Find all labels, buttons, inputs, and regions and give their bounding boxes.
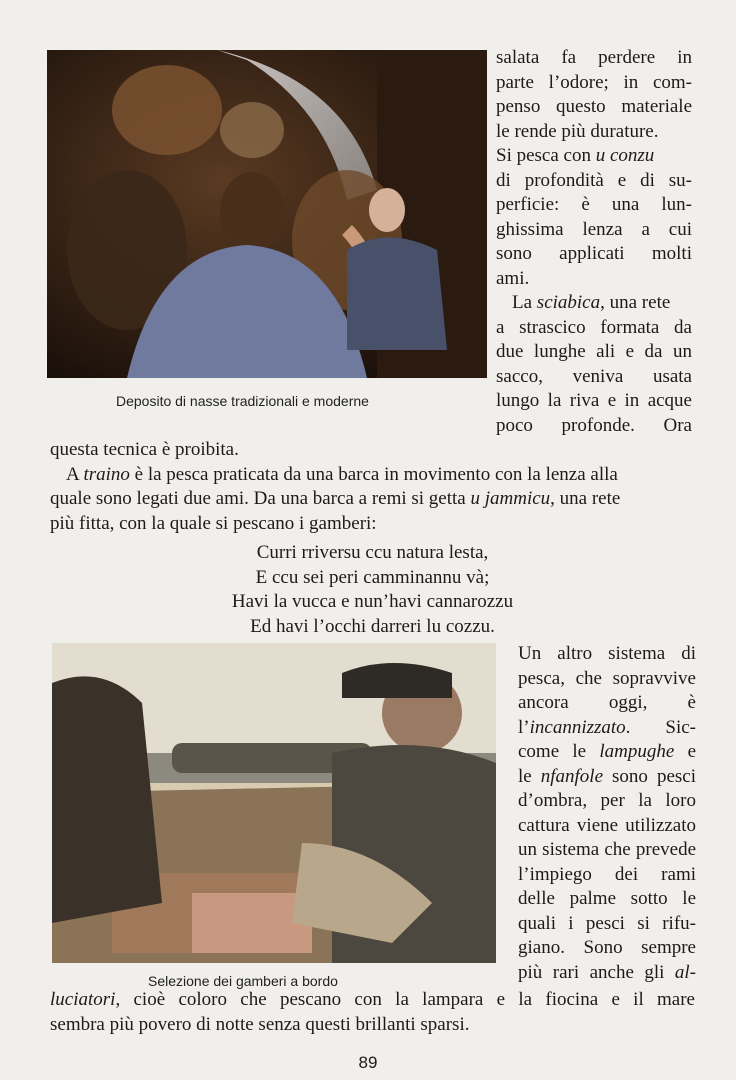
poem-verse: Curri rriversu ccu natura lesta, E ccu sei peri camminannu và; Havi la vucca e nun’havi cannarozzu Ed havi l’occhi darreri lu cozzu. — [231, 542, 514, 637]
text-column-top: salata fa perdere in parte l’odore; in com- penso questo materiale le rende più durature. Si pesca con u conzu di profondità e di su- perficie: è una lun- ghissima lenza a cui sono applicati molti ami. La sciabica, una rete a strascico formata da due lunghe ali e da un sacco, veniva usata lungo la riva e in acque poco profonde. Ora — [496, 47, 692, 436]
photo-caption-top: Deposito di nasse tradizionali e moderne — [116, 393, 369, 409]
term-nfanfole: nfanfole — [540, 765, 604, 787]
term-sciabica: sciabica — [536, 292, 601, 313]
term-conzu: u conzu — [595, 145, 655, 166]
term-traino: traino — [83, 463, 130, 485]
photo-shrimp-sorting — [52, 643, 496, 963]
text-column-bottom: Un altro sistema di pesca, che sopravvive ancora oggi, è l’incannizzato. Sic- come le lampughe e le nfanfole sono pesci d’ombra, per la loro cattura viene utilizzato un sistema che prevede l’impiego dei rami delle palme sotto le quali i pesci si rifu- giano. Sono sempre più rari anche gli al- — [518, 643, 697, 983]
photo-caption-bottom: Selezione dei gamberi a bordo — [148, 973, 338, 989]
term-lampughe: lampughe — [599, 741, 675, 762]
text-paragraph-final: luciatori, cioè coloro che pescano con la lampara e la fiocina e il mare sembra più povero di notte senza questi brillanti sparsi. — [50, 989, 695, 1035]
photo-fish-trap-storage — [47, 50, 487, 378]
text-paragraph-traino: questa tecnica è proibita. A traino è la pesca praticata da una barca in movimento con la lenza alla quale sono legati due ami. Da una barca a remi si getta u jammicu, una rete più fitta, con la quale si pescano i gamberi: — [50, 439, 621, 534]
term-luciatori: luciatori — [50, 989, 116, 1010]
term-incannizzato: incannizzato — [529, 716, 626, 738]
term-al: al- — [674, 961, 696, 983]
page-number: 89 — [358, 1053, 378, 1072]
term-jammicu: u jammicu — [470, 488, 551, 509]
